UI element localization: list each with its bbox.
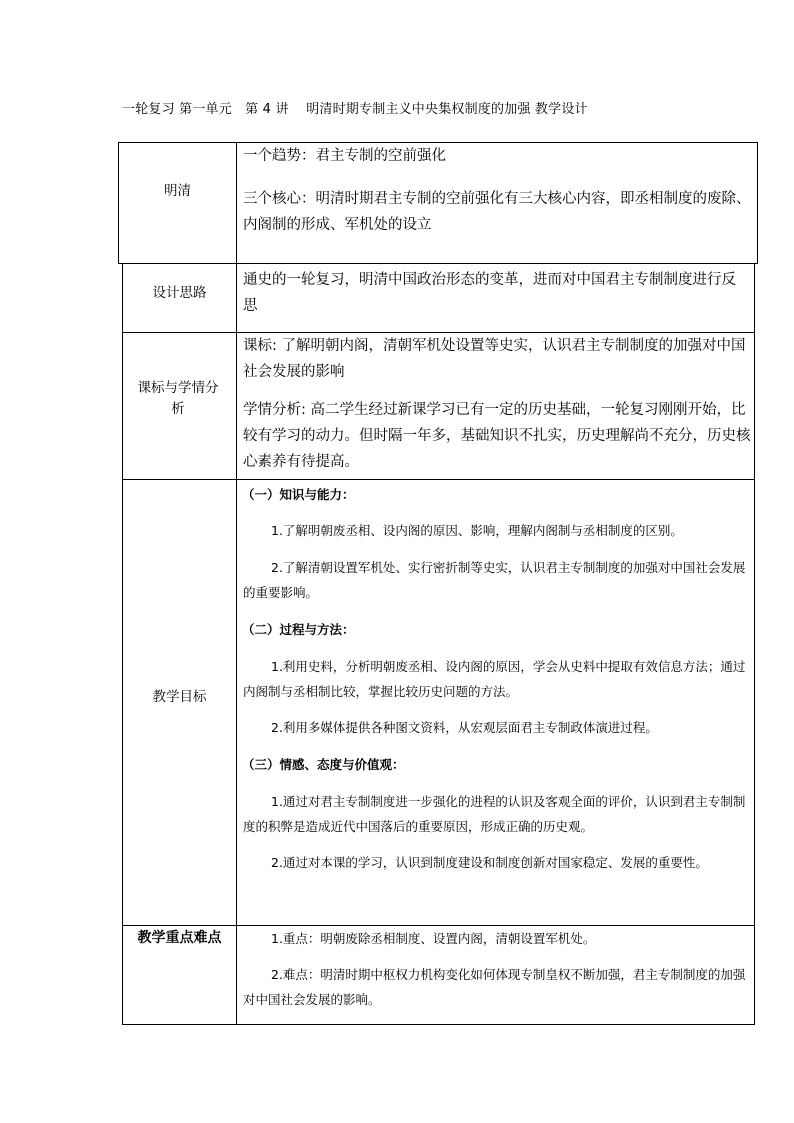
- keypoints-difficulty: 2.难点：明清时期中枢权力机构变化如何体现专制皇权不断加强，君主专制制度的加强对中国社会发展的影响。: [243, 967, 746, 1007]
- keypoints-key: 1.重点：明朝废除丞相制度、设置内阁，清朝设置军机处。: [271, 931, 596, 946]
- goals-values-item-1: 1.通过对君主专制制度进一步强化的进程的认识及客观全面的评价，认识到君主专制制度的积弊是造成近代中国落后的重要原因，形成正确的历史观。: [243, 794, 746, 834]
- goals-heading-knowledge: （一）知识与能力：: [242, 487, 355, 502]
- row-design-text: 通史的一轮复习，明清中国政治形态的变革，进而对中国君主专制制度进行反思: [243, 272, 736, 314]
- document-title: 一轮复习 第一单元 第 4 讲 明清时期专制主义中央集权制度的加强 教学设计: [122, 102, 588, 117]
- goals-process-item-1: 1.利用史料，分析明朝废丞相、设内阁的原因，学会从史料中提取有效信息方法；通过内阁制与丞相制比较，掌握比较历史问题的方法。: [243, 659, 746, 699]
- goals-values-item-2: 2.通过对本课的学习，认识到制度建设和制度创新对国家稳定、发展的重要性。: [271, 855, 708, 870]
- goals-process-item-2: 2.利用多媒体提供各种图文资料，从宏观层面君主专制政体演进过程。: [271, 720, 658, 735]
- row-analysis-student-situation: 学情分析: 高二学生经过新课学习已有一定的历史基础，一轮复习刚刚开始，比较有学习的动力。但时隔一年多，基础知识不扎实，历史理解尚不充分，历史核心素养有待提高。: [243, 402, 751, 470]
- row-mingqing-line2: 三个核心：明清时期君主专制的空前强化有三大核心内容，即丞相制度的废除、内阁制的形成、军机处的设立: [243, 191, 751, 233]
- row-keypoints-label: 教学重点难点: [137, 930, 222, 946]
- row-goals-label: 教学目标: [152, 689, 207, 705]
- goals-knowledge-item-2: 2.了解清朝设置军机处、实行密折制等史实，认识君主专制制度的加强对中国社会发展的重要影响。: [243, 560, 746, 600]
- row-mingqing-line1: 一个趋势：君主专制的空前强化: [243, 148, 446, 164]
- goals-heading-process: （二）过程与方法：: [242, 622, 355, 637]
- row-mingqing-label-cell: [118, 142, 237, 264]
- row-design-label: 设计思路: [152, 285, 207, 301]
- goals-heading-values: （三）情感、态度与价值观：: [242, 757, 405, 772]
- row-analysis-course-standard: 课标: 了解明朝内阁，清朝军机处设置等史实，认识君主专制制度的加强对中国社会发展的影响: [243, 338, 746, 380]
- row-mingqing-label: 明清: [164, 183, 191, 199]
- goals-knowledge-item-1: 1.了解明朝废丞相、设内阁的原因、影响，理解内阁制与丞相制度的区别。: [271, 523, 683, 538]
- row-analysis-label: 课标与学情分析: [137, 380, 219, 417]
